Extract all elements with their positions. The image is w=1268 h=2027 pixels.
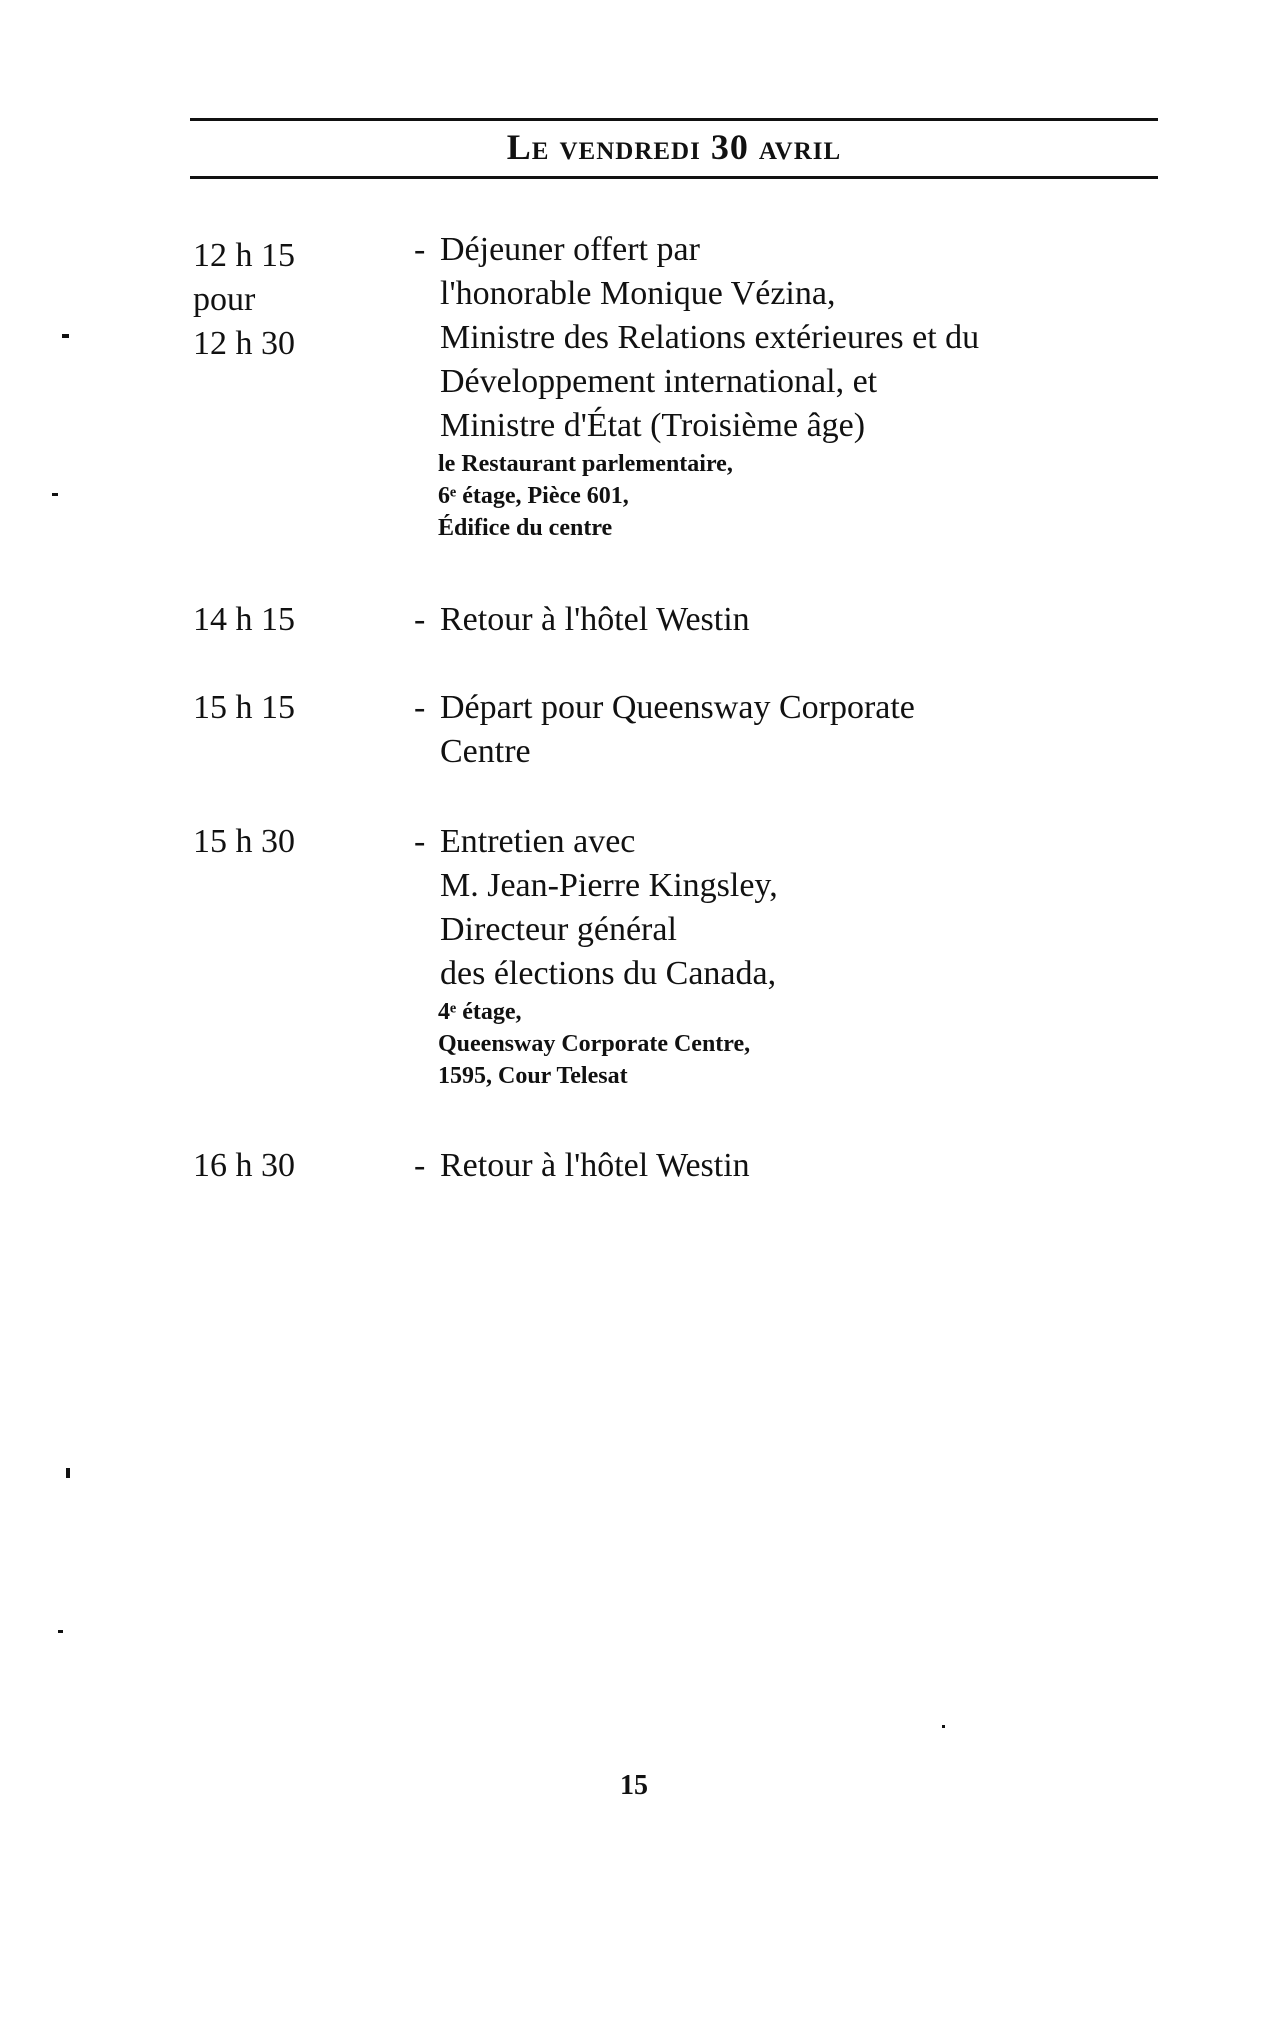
schedule-entry bbox=[414, 820, 1154, 1092]
header-top-rule bbox=[190, 118, 1158, 121]
entry-time: 15 h 30 bbox=[193, 823, 295, 860]
dash-marker: - bbox=[414, 1147, 426, 1184]
entry-title bbox=[414, 686, 1154, 730]
schedule-entry bbox=[414, 1144, 1154, 1188]
entry-line: M. Jean-Pierre Kingsley, bbox=[440, 867, 778, 904]
dash-marker: - bbox=[414, 231, 426, 268]
entry-line: des élections du Canada, bbox=[440, 955, 777, 992]
entry-location-line: le Restaurant parlementaire, bbox=[438, 451, 733, 477]
entry-title bbox=[414, 1144, 1154, 1188]
entry-time: 14 h 15 bbox=[193, 601, 295, 638]
entry-title-text: Départ pour Queensway Corporate bbox=[440, 689, 915, 726]
entry-title bbox=[414, 598, 1154, 642]
header-bottom-rule bbox=[190, 176, 1158, 179]
scan-speck bbox=[52, 493, 58, 496]
entry-line: Développement international, et bbox=[440, 363, 878, 400]
entry-line: Ministre des Relations extérieures et du bbox=[440, 319, 980, 356]
entry-location-line: Queensway Corporate Centre, bbox=[438, 1031, 751, 1057]
entry-location-line: 6ᵉ étage, Pièce 601, bbox=[438, 483, 629, 509]
scan-speck bbox=[58, 1630, 63, 1633]
entry-title bbox=[414, 820, 1154, 864]
dash-marker: - bbox=[414, 823, 426, 860]
page-number: 15 bbox=[620, 1770, 648, 1801]
schedule-entry bbox=[414, 686, 1154, 774]
page-heading: Le vendredi 30 avril bbox=[506, 127, 842, 167]
entry-line: l'honorable Monique Vézina, bbox=[440, 275, 836, 312]
entry-line: Ministre d'État (Troisième âge) bbox=[440, 407, 866, 444]
schedule-entry bbox=[414, 598, 1154, 642]
dash-marker: - bbox=[414, 601, 426, 638]
scan-speck bbox=[62, 334, 69, 338]
dash-marker: - bbox=[414, 689, 426, 726]
entry-location-line: 1595, Cour Telesat bbox=[438, 1063, 628, 1089]
entry-line: Centre bbox=[440, 733, 531, 770]
entry-title-text: Retour à l'hôtel Westin bbox=[440, 601, 750, 638]
entry-title-text: Retour à l'hôtel Westin bbox=[440, 1147, 750, 1184]
entry-time: 12 h 15 pour 12 h 30 bbox=[193, 237, 295, 362]
scan-speck bbox=[942, 1725, 945, 1728]
schedule-entry bbox=[414, 228, 1154, 544]
entry-title-text: Entretien avec bbox=[440, 823, 636, 860]
entry-title bbox=[414, 228, 1154, 272]
entry-location-line: 4ᵉ étage, bbox=[438, 999, 522, 1025]
entry-line: Directeur général bbox=[440, 911, 677, 948]
entry-title-text: Déjeuner offert par bbox=[440, 231, 700, 268]
entry-time: 16 h 30 bbox=[193, 1147, 295, 1184]
scan-speck bbox=[66, 1468, 70, 1478]
entry-location-line: Édifice du centre bbox=[438, 515, 613, 541]
entry-time: 15 h 15 bbox=[193, 689, 295, 726]
